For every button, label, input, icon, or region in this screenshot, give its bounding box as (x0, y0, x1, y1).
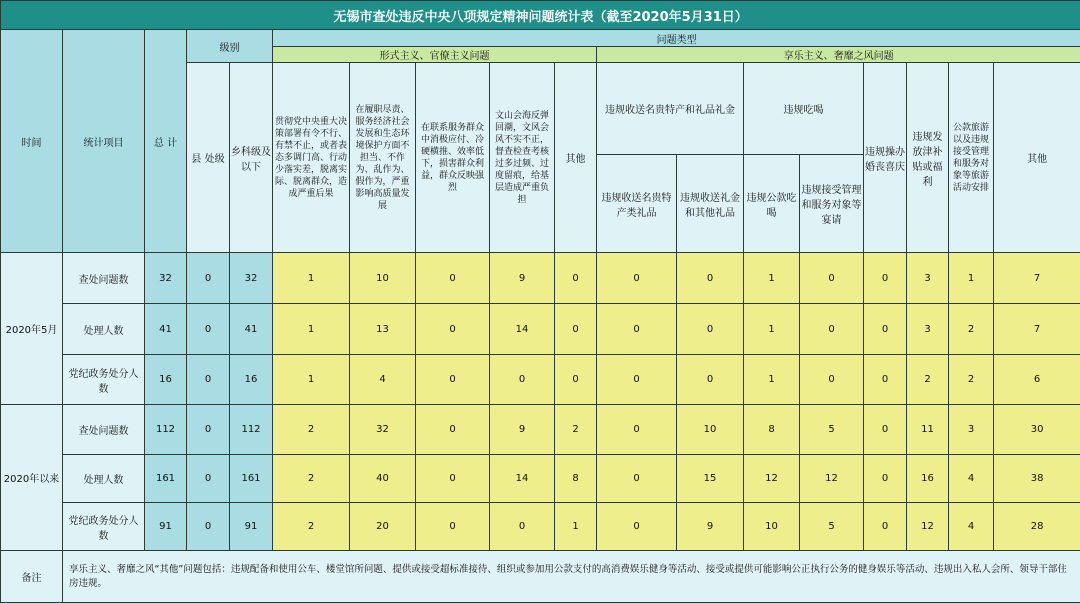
cell: 0 (416, 503, 490, 551)
cell: 30 (994, 405, 1080, 455)
cell: 0 (416, 253, 490, 304)
cell-township: 161 (230, 455, 273, 503)
cell-county: 0 (187, 355, 230, 405)
note-text: 享乐主义、奢靡之风“其他”问题包括：违规配备和使用公车、楼堂馆所问题、提供或接受超标准接待、组织或参加用公款支付的高消费娱乐健身等活动、接受或提供可能影响公正执行公务的健身娱乐等活动、违规出入私人会所、领导干部住房违规。 (63, 551, 1080, 603)
cell: 0 (597, 253, 677, 304)
header-gift-cash: 违规收送礼金和其他礼品 (677, 155, 744, 253)
cell: 12 (800, 455, 864, 503)
cell: 0 (555, 304, 597, 355)
cell: 0 (555, 253, 597, 304)
cell: 20 (350, 503, 416, 551)
table-row (1, 455, 1080, 503)
cell: 6 (994, 355, 1080, 405)
cell-total: 16 (145, 355, 187, 405)
cell-county: 0 (187, 304, 230, 355)
row-item: 查处问题数 (63, 253, 145, 304)
cell: 0 (416, 455, 490, 503)
cell: 0 (677, 304, 744, 355)
table-row (1, 355, 1080, 405)
cell: 3 (949, 405, 994, 455)
note-label: 备注 (1, 551, 63, 603)
cell: 8 (555, 455, 597, 503)
header-problem-type: 问题类型 (273, 30, 1080, 47)
cell: 1 (273, 253, 350, 304)
cell: 9 (677, 503, 744, 551)
cell: 1 (744, 304, 800, 355)
header-county-level: 县 处级 (187, 63, 230, 253)
cell-total: 41 (145, 304, 187, 355)
cell-township: 41 (230, 304, 273, 355)
cell: 0 (416, 405, 490, 455)
table-title: 无锡市查处违反中央八项规定精神问题统计表（截至2020年5月31日） (1, 1, 1080, 30)
cell: 1 (949, 253, 994, 304)
cell: 0 (677, 355, 744, 405)
header-time: 时间 (1, 30, 63, 253)
cell: 0 (416, 355, 490, 405)
header-item: 统计项目 (63, 30, 145, 253)
table-row (1, 503, 1080, 551)
cell: 2 (273, 503, 350, 551)
cell: 1 (273, 355, 350, 405)
row-item: 查处问题数 (63, 405, 145, 455)
group-time: 2020年5月 (1, 253, 63, 405)
cell: 10 (350, 253, 416, 304)
header-formalism-1: 贯彻党中央重大决策部署有令不行、有禁不止，或者表态多调门高、行动少落实差，脱离实际、脱离群众，造成严重后果 (273, 63, 350, 253)
cell: 0 (864, 405, 907, 455)
cell: 0 (677, 253, 744, 304)
cell-total: 112 (145, 405, 187, 455)
cell: 2 (949, 304, 994, 355)
cell: 0 (490, 355, 555, 405)
header-formalism-other: 其他 (555, 63, 597, 253)
cell-township: 91 (230, 503, 273, 551)
cell: 7 (994, 304, 1080, 355)
cell: 0 (597, 503, 677, 551)
cell: 1 (555, 503, 597, 551)
cell: 28 (994, 503, 1080, 551)
cell: 4 (949, 503, 994, 551)
cell: 10 (677, 405, 744, 455)
header-eat: 违规吃喝 (744, 63, 864, 155)
cell: 40 (350, 455, 416, 503)
cell: 4 (350, 355, 416, 405)
table-row (1, 405, 1080, 455)
cell: 0 (864, 304, 907, 355)
cell: 2 (273, 455, 350, 503)
row-item: 处理人数 (63, 455, 145, 503)
cell: 0 (800, 304, 864, 355)
cell: 0 (864, 455, 907, 503)
header-hedonism: 享乐主义、奢靡之风问题 (597, 47, 1080, 63)
cell-county: 0 (187, 405, 230, 455)
header-eat-banquet: 违规接受管理和服务对象等宴请 (800, 155, 864, 253)
cell: 0 (597, 405, 677, 455)
cell: 32 (350, 405, 416, 455)
cell: 0 (864, 503, 907, 551)
cell-township: 16 (230, 355, 273, 405)
cell: 5 (800, 503, 864, 551)
cell-county: 0 (187, 253, 230, 304)
cell-county: 0 (187, 455, 230, 503)
cell: 0 (800, 253, 864, 304)
cell: 1 (744, 253, 800, 304)
header-wedding: 违规操办婚丧喜庆 (864, 63, 907, 253)
cell: 8 (744, 405, 800, 455)
row-item: 处理人数 (63, 304, 145, 355)
cell: 12 (907, 503, 949, 551)
cell: 5 (800, 405, 864, 455)
table-row (1, 253, 1080, 304)
cell: 38 (994, 455, 1080, 503)
cell: 0 (800, 355, 864, 405)
cell: 0 (490, 503, 555, 551)
cell: 3 (907, 253, 949, 304)
group-time: 2020年以来 (1, 405, 63, 551)
cell: 2 (555, 405, 597, 455)
header-formalism-3: 在联系服务群众中消极应付、冷硬横推、效率低下，损害群众利益，群众反映强烈 (416, 63, 490, 253)
header-hedonism-other: 其他 (994, 63, 1080, 253)
cell: 15 (677, 455, 744, 503)
cell: 0 (555, 355, 597, 405)
header-gift-specialty: 违规收送名贵特产类礼品 (597, 155, 677, 253)
header-formalism-4: 文山会海反弹回潮，文风会风不实不正，督查检查考核过多过频、过度留痕，给基层造成严重负担 (490, 63, 555, 253)
cell: 0 (864, 253, 907, 304)
cell: 2 (273, 405, 350, 455)
cell-total: 91 (145, 503, 187, 551)
note-row (1, 551, 1080, 603)
header-travel: 公款旅游以及违规接受管理和服务对象等旅游活动安排 (949, 63, 994, 253)
cell: 14 (490, 455, 555, 503)
cell: 3 (907, 304, 949, 355)
table-row (1, 304, 1080, 355)
header-gift: 违规收送名贵特产和礼品礼金 (597, 63, 744, 155)
header-total: 总 计 (145, 30, 187, 253)
header-subsidy: 违规发放津补贴或福利 (907, 63, 949, 253)
header-formalism: 形式主义、官僚主义问题 (273, 47, 597, 63)
cell: 1 (744, 355, 800, 405)
cell: 13 (350, 304, 416, 355)
cell-county: 0 (187, 503, 230, 551)
cell: 11 (907, 405, 949, 455)
cell: 1 (273, 304, 350, 355)
cell: 0 (597, 304, 677, 355)
cell: 9 (490, 405, 555, 455)
cell: 7 (994, 253, 1080, 304)
cell: 0 (597, 355, 677, 405)
cell: 0 (416, 304, 490, 355)
row-item: 党纪政务处分人数 (63, 355, 145, 405)
cell: 0 (597, 455, 677, 503)
cell: 9 (490, 253, 555, 304)
cell: 0 (864, 355, 907, 405)
cell-total: 32 (145, 253, 187, 304)
cell: 12 (744, 455, 800, 503)
cell-township: 112 (230, 405, 273, 455)
header-level: 级别 (187, 30, 273, 63)
header-formalism-2: 在履职尽责、服务经济社会发展和生态环境保护方面不担当、不作为、乱作为、假作为，严重影响高质量发展 (350, 63, 416, 253)
cell: 16 (907, 455, 949, 503)
header-township-level: 乡科级及以下 (230, 63, 273, 253)
cell: 10 (744, 503, 800, 551)
cell: 14 (490, 304, 555, 355)
cell-total: 161 (145, 455, 187, 503)
cell: 2 (907, 355, 949, 405)
cell: 2 (949, 355, 994, 405)
row-item: 党纪政务处分人数 (63, 503, 145, 551)
cell: 4 (949, 455, 994, 503)
header-eat-public: 违规公款吃喝 (744, 155, 800, 253)
cell-township: 32 (230, 253, 273, 304)
